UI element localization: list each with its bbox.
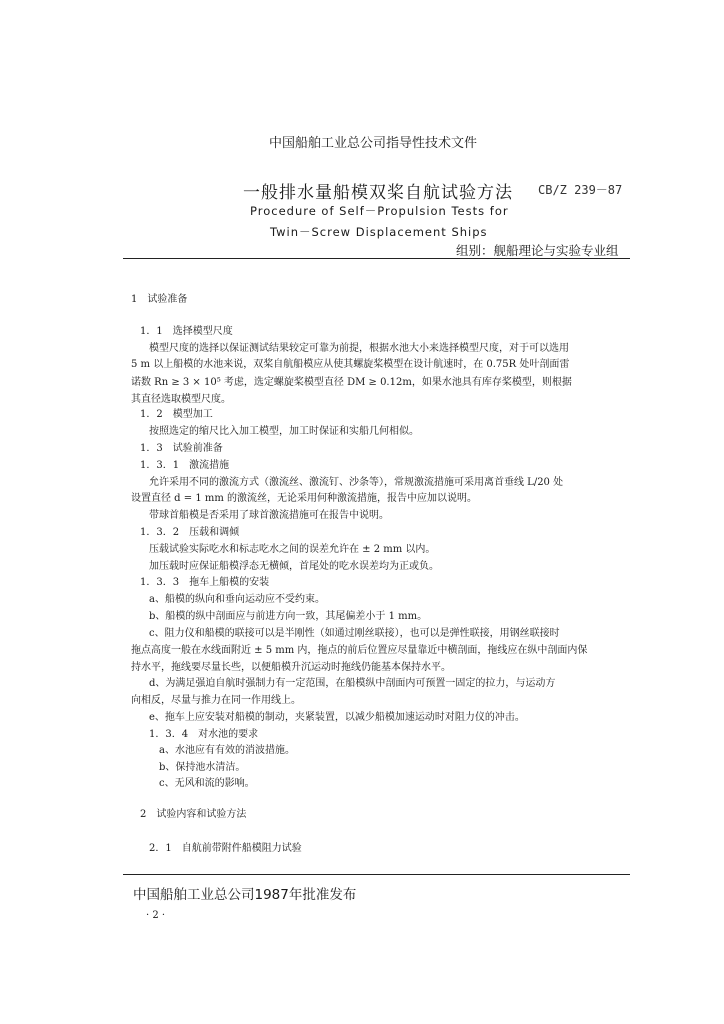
section-heading-1-2: 1．2 模型加工 xyxy=(140,409,213,420)
paragraph-line: 诺数 Rn ≥ 3 × 10⁵ 考虑，选定螺旋桨模型直径 DM ≥ 0.12m，如果水池具有库存桨模型，则根据 xyxy=(131,377,572,388)
paragraph-line: 其直径选取模型尺度。 xyxy=(131,394,231,405)
footer-rule xyxy=(123,874,630,875)
paragraph-line: 拖点高度一般在水线面附近 ± 5 mm 内，拖点的前后位置应尽量靠近中横剖面，拖线应在纵中剖面内保 xyxy=(131,645,588,656)
approval-note: 中国船舶工业总公司1987年批准发布 xyxy=(133,887,357,903)
section-heading-1-3-1: 1．3．1 激流措施 xyxy=(140,460,230,471)
list-item: e、拖车上应安装对船模的制动，夹紧装置，以减少船模加速运动时对阻力仪的冲击。 xyxy=(149,712,525,723)
section-heading-2: 2 试验内容和试验方法 xyxy=(140,809,247,820)
paragraph-line: 带球首船模是否采用了球首激流措施可在报告中说明。 xyxy=(149,510,389,521)
page-number: · 2 · xyxy=(146,910,166,921)
paragraph-line: 5 m 以上船模的水池来说，双桨自航船模应从使其螺旋桨模型在设计航速时，在 0.75R 处叶剖面雷 xyxy=(131,359,570,370)
header-rule xyxy=(123,258,630,259)
paragraph-line: 设置直径 d = 1 mm 的激流丝，无论采用何种激流措施，报告中应加以说明。 xyxy=(131,493,478,504)
paragraph-line: 压载试验实际吃水和标志吃水之间的误差允许在 ± 2 mm 以内。 xyxy=(149,544,436,555)
standard-number: CB/Z 239－87 xyxy=(538,183,623,197)
paragraph-line: 按照选定的缩尺比入加工模型，加工时保证和实船几何相似。 xyxy=(149,426,419,437)
document-title-cn: 一般排水量船模双桨自航试验方法 xyxy=(243,183,513,203)
list-item: c、阻力仪和船模的联接可以是半刚性（如通过刚丝联接），也可以是弹性联接，用钢丝联接时 xyxy=(149,628,560,639)
list-item: d、为满足强迫自航时强制力有一定范围，在船模纵中剖面内可预置一固定的拉力，与运动方 xyxy=(149,678,556,689)
document-org-header: 中国船舶工业总公司指导性技术文件 xyxy=(269,136,478,151)
section-heading-1-3-3: 1．3．3 拖车上船模的安装 xyxy=(140,577,270,588)
section-heading-1-3: 1．3 试验前准备 xyxy=(140,443,223,454)
document-title-en-line1: Procedure of Self－Propulsion Tests for xyxy=(250,204,509,218)
document-title-en-line2: Twin－Screw Displacement Ships xyxy=(270,225,488,239)
section-heading-1: 1 试验准备 xyxy=(131,294,188,305)
list-item: b、保持池水清洁。 xyxy=(159,762,246,773)
section-heading-2-1: 2．1 自航前带附件船模阻力试验 xyxy=(149,843,302,854)
section-heading-1-1: 1．1 选择模型尺度 xyxy=(140,326,233,337)
list-item: a、船模的纵向和垂向运动应不受约束。 xyxy=(149,594,325,605)
section-heading-1-3-2: 1．3．2 压载和调倾 xyxy=(140,527,240,538)
paragraph-line: 持水平，拖线要尽量长些，以便船模升沉运动时拖线仍能基本保持水平。 xyxy=(131,662,451,673)
paragraph-line: 允许采用不同的激流方式（激流丝、激流钉、沙条等），常规激流措施可采用离首垂线 L/20 处 xyxy=(149,477,564,488)
paragraph-line: 向相反，尽量与推力在同一作用线上。 xyxy=(131,695,301,706)
group-label: 组别：舰船理论与实验专业组 xyxy=(456,243,619,258)
list-item: c、无风和流的影响。 xyxy=(159,778,255,789)
list-item: a、水池应有有效的消波措施。 xyxy=(159,745,295,756)
list-item: b、船模的纵中剖面应与前进方向一致，其尾偏差小于 1 mm。 xyxy=(149,611,428,622)
paragraph-line: 加压载时应保证船模浮态无横倾，首尾处的吃水误差均为正或负。 xyxy=(149,561,439,572)
paragraph-line: 模型尺度的选择以保证测试结果较定可靠为前提，根据水池大小来选择模型尺度，对于可以选用 xyxy=(149,343,569,354)
section-heading-1-3-4: 1．3．4 对水池的要求 xyxy=(149,729,259,740)
